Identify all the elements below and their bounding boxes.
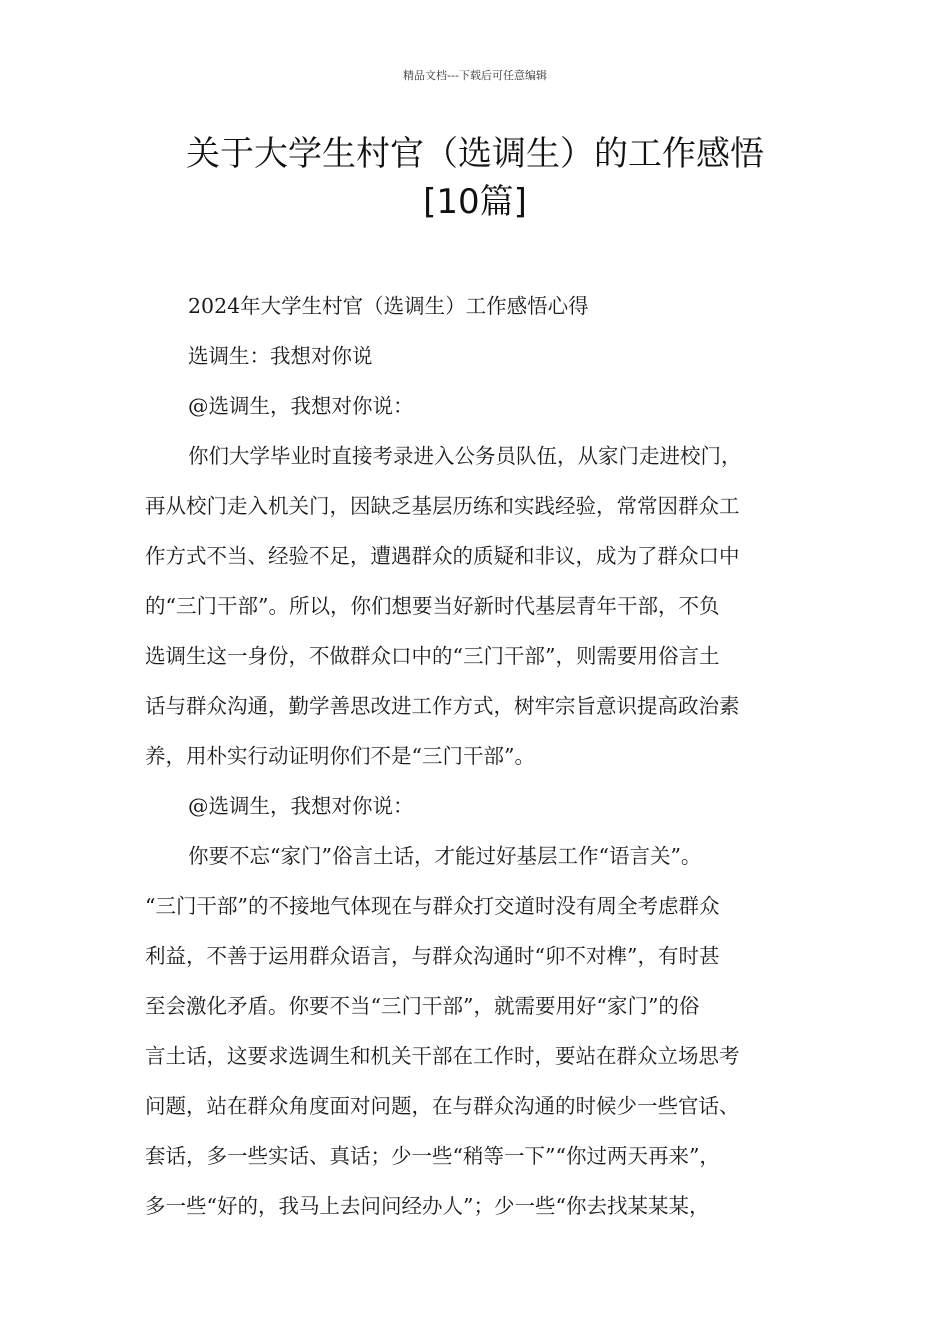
paragraph-line: 至会激化矛盾。你要不当“三门干部”，就需要用好“家门”的俗 [145, 994, 700, 1018]
paragraph-line: 养，用朴实行动证明你们不是“三门干部”。 [145, 744, 535, 768]
paragraph-line: 多一些“好的，我马上去问问经办人”；少一些“你去找某某某， [145, 1194, 710, 1218]
section-heading: @选调生，我想对你说： [188, 794, 414, 818]
paragraph [145, 831, 825, 1231]
page-header: 精品文档---下载后可任意编辑 [403, 69, 547, 82]
paragraph-line: 再从校门走入机关门，因缺乏基层历练和实践经验，常常因群众工 [145, 494, 740, 518]
title-line-1: 关于大学生村官（选调生）的工作感悟 [186, 134, 764, 174]
paragraph [145, 431, 825, 781]
subtitle: 2024年大学生村官（选调生）工作感悟心得 [188, 294, 589, 318]
paragraph-line: 问题，站在群众角度面对问题，在与群众沟通的时候少一些官话、 [145, 1094, 740, 1118]
paragraph-line: 的“三门干部”。所以，你们想要当好新时代基层青年干部，不负 [145, 594, 720, 618]
subtitle: 选调生：我想对你说 [188, 344, 373, 368]
paragraph-line: 言土话，这要求选调生和机关干部在工作时，要站在群众立场思考 [145, 1044, 740, 1068]
paragraph-line: 利益，不善于运用群众语言，与群众沟通时“卯不对榫”，有时甚 [145, 944, 720, 968]
paragraph-line: 套话，多一些实话、真话；少一些“稍等一下”“你过两天再来”， [145, 1144, 720, 1168]
section-heading: @选调生，我想对你说： [188, 394, 414, 418]
paragraph-line: 选调生这一身份，不做群众口中的“三门干部”，则需要用俗言土 [145, 644, 720, 668]
paragraph-line: 作方式不当、经验不足，遭遇群众的质疑和非议，成为了群众口中 [145, 544, 740, 568]
document-body [145, 281, 825, 1231]
paragraph-line: “三门干部”的不接地气体现在与群众打交道时没有周全考虑群众 [145, 894, 720, 918]
title-line-2: [10篇] [423, 182, 527, 222]
paragraph-line: 话与群众沟通，勤学善思改进工作方式，树牢宗旨意识提高政治素 [145, 694, 740, 718]
paragraph-line: 你要不忘“家门”俗言土话，才能过好基层工作“语言关”。 [188, 844, 702, 868]
paragraph-line: 你们大学毕业时直接考录进入公务员队伍，从家门走进校门， [188, 444, 742, 468]
document-title [0, 130, 950, 226]
